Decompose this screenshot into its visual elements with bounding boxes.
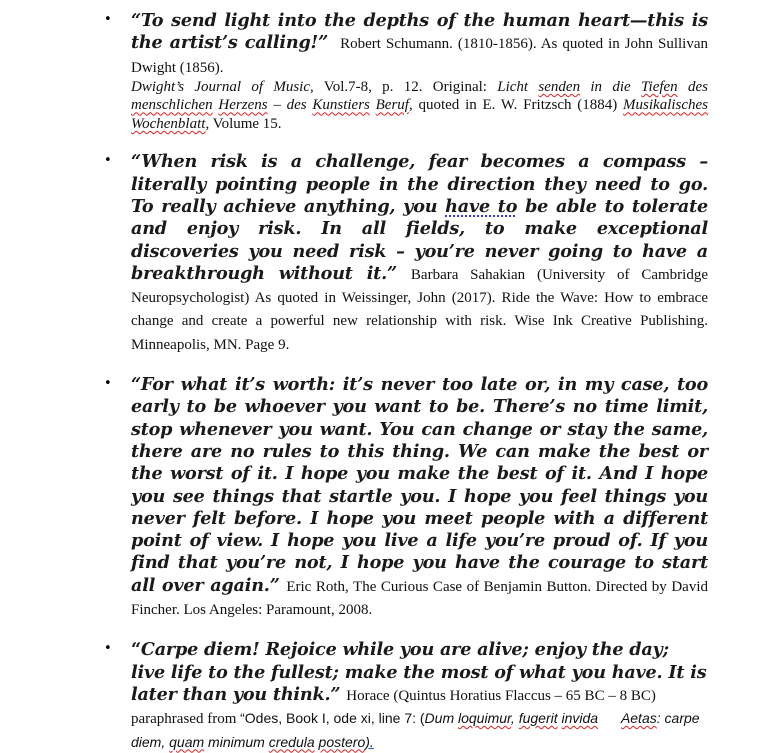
latin-original-text: Dum loquimur, fugerit invida Aetas: carpe diem, quam minimum credula postero). [131, 710, 700, 750]
quote-text: “For what it’s worth: it’s never too late or, in my case, too early to be whoever you want to be. There’s no time limit, stop whenever you want. You can change or stay the same, there are no rules to this thing. We can make the best or the worst of it. I hope you make the best of it. And I hope you see things that startle you. I hope you feel things you never felt before. I hope you meet people with a different point of view. I hope you live a life you’re proud of. If you find that you’re not, I hope you have the courage to start all over again.” [131, 374, 708, 596]
bullet-icon: • [104, 376, 112, 392]
spelling-flag[interactable]: senden [538, 78, 581, 95]
quote-paragraph[interactable] [131, 10, 708, 79]
citation-text: Robert Schumann. (1810-1856). As quoted in John Sullivan Dwight (1856). [131, 36, 709, 76]
quote-text: Carpe diem! Rejoice while you are alive; enjoy the day; live life to the fullest; make the most of what you have. It is later than you think.” [131, 639, 707, 705]
quote-item-horace [104, 639, 708, 752]
bullet-icon: • [104, 153, 112, 169]
spelling-flag[interactable]: loquimur [458, 710, 511, 727]
spelling-flag[interactable]: Tiefen [641, 78, 678, 95]
quote-item-schumann [104, 10, 708, 133]
quote-item-roth [104, 374, 708, 621]
spelling-flag[interactable]: Wochenblatt [131, 115, 206, 132]
spelling-flag[interactable]: Beruf [375, 97, 409, 114]
spelling-flag[interactable]: fugerit [518, 710, 558, 727]
grammar-flag[interactable]: have to [445, 195, 518, 217]
open-quote-mark: “ [131, 639, 141, 661]
citation-source: “Odes, Book I, ode xi, line 7: ( [240, 710, 425, 727]
quote-item-sahakian [104, 151, 708, 356]
citation-text: Eric Roth, The Curious Case of Benjamin Button. Directed by David Fincher. Los Angeles: Paramount, 2008. [131, 578, 708, 619]
bullet-icon: • [104, 641, 112, 657]
journal-title: Dwight’s Journal of Music [131, 78, 310, 95]
quote-list [104, 10, 708, 753]
spelling-flag[interactable]: Aetas [620, 710, 657, 727]
quote-text: “To send light into the depths of the human heart—this is the artist’s calling!” [131, 10, 708, 54]
bullet-icon: • [104, 12, 112, 27]
citation-text: Horace (Quintus Horatius Flaccus – 65 BC – 8 BC) paraphrased from [131, 687, 656, 728]
spelling-flag[interactable]: menschlichen [131, 97, 213, 114]
citation-text: Barbara Sahakian (University of Cambridge Neuropsychologist) As quoted in Weissinger, John (2017). Ride the Wave: How to embrace change and create a powerful new relationship with risk. Wise Ink Creative Publishing. Minneapolis, MN. Page 9. [131, 266, 708, 353]
original-german-text: Licht senden in die Tiefen des menschlichen Herzens – des Kunstiers Beruf [131, 78, 708, 114]
spelling-flag[interactable]: Kunstiers [312, 97, 370, 114]
spelling-flag[interactable]: Herzens [218, 97, 268, 114]
spelling-flag[interactable]: postero [318, 733, 366, 750]
spelling-flag[interactable]: quam [169, 733, 205, 750]
spelling-flag[interactable]: invida [561, 710, 599, 727]
spelling-flag[interactable]: credula [268, 733, 315, 750]
quote-paragraph[interactable] [131, 374, 708, 621]
quote-paragraph[interactable] [131, 639, 708, 752]
quote-paragraph[interactable]: “When risk is a challenge, fear becomes a compass – literally pointing people in the direction they need to go. To really achieve anything, you have to be able to tolerate and enjoy risk. In all fields, to make exceptional discoveries you need risk – you’re never going to have a breakthrough without it.” Barbara Sahakian (University of Cambridge Neuropsychologist) As quoted in Weissinger, John (2017). Ride the Wave: How to embrace change and create a powerful new relationship with risk. Wise Ink Creative Publishing. Minneapolis, MN. Page 9. [131, 151, 708, 353]
spelling-flag[interactable]: Musikalisches [623, 97, 709, 114]
citation-block[interactable]: Dwight’s Journal of Music, Vol.7-8, p. 12. Original: Licht senden in die Tiefen des menschlichen Herzens – des Kunstiers Beruf, quoted in E. W. Fritzsch (1884) Musikalisches Wochenblatt, Volume 15. [131, 78, 709, 132]
